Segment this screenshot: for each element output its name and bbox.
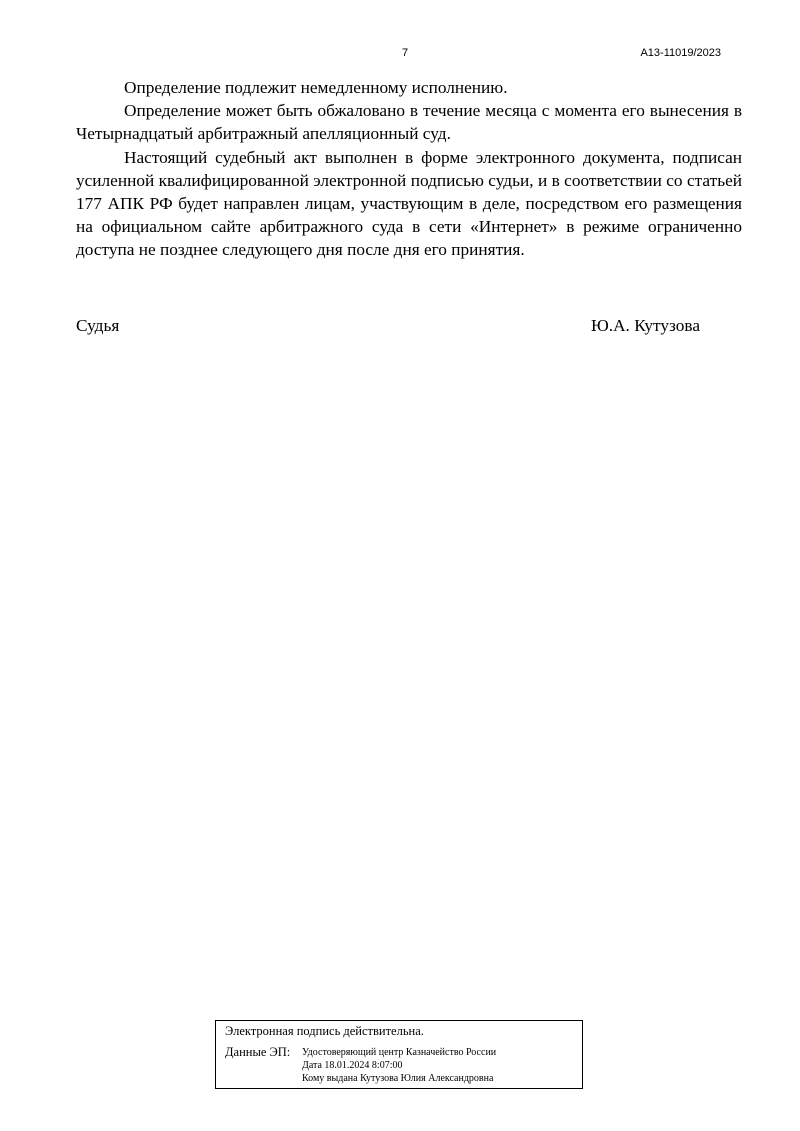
judge-title: Судья xyxy=(76,316,120,335)
document-body xyxy=(76,76,742,262)
signature-valid-text: Электронная подпись действительна. xyxy=(225,1024,424,1038)
page-number: 7 xyxy=(402,47,409,59)
paragraph-immediate-execution: Определение подлежит немедленному исполнению. xyxy=(124,78,508,97)
paragraph-appeal: Определение может быть обжаловано в течение месяца с момента его вынесения в Четырнадцатый арбитражный апелляционный суд. xyxy=(76,101,742,144)
signature-details xyxy=(302,1046,496,1085)
signature-date: Дата 18.01.2024 8:07:00 xyxy=(302,1060,403,1071)
judge-name: Ю.А. Кутузова xyxy=(590,316,700,335)
signature-row xyxy=(76,316,700,336)
signature-issued-to: Кому выдана Кутузова Юлия Александровна xyxy=(302,1073,494,1084)
electronic-signature-stamp xyxy=(215,1020,583,1089)
paragraph-electronic-document: Настоящий судебный акт выполнен в форме электронного документа, подписан усиленной квалифицированной электронной подписью судьи, и в соответствии со статьей 177 АПК РФ будет направлен лицам, участвующим в деле, посредством его размещения на официальном сайте арбитражного суда в сети «Интернет» в режиме ограниченно доступа не позднее следующего дня после дня его принятия. xyxy=(76,147,742,260)
certificate-center: Удостоверяющий центр Казначейство России xyxy=(302,1047,497,1058)
case-number: А13-11019/2023 xyxy=(640,47,721,59)
signature-data-label: Данные ЭП: xyxy=(225,1045,291,1059)
